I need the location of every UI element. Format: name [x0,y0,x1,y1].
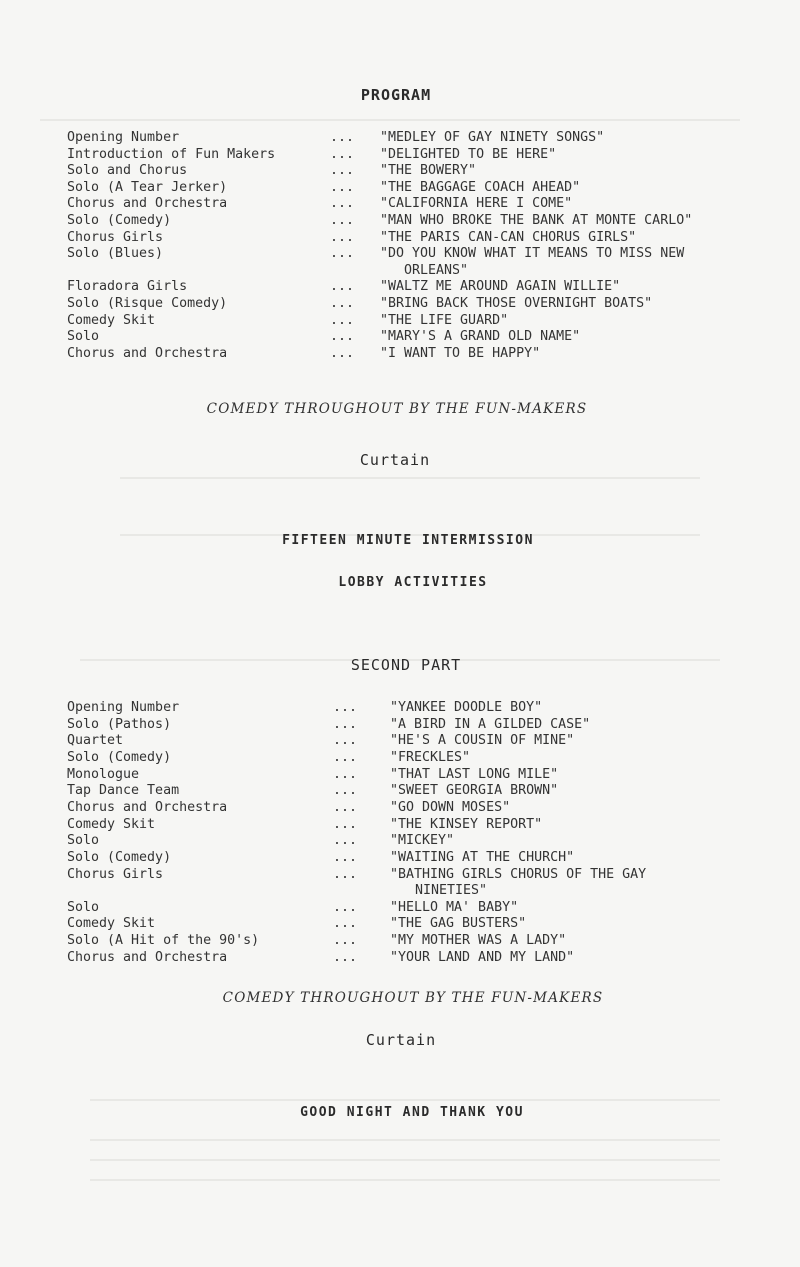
act-name: Chorus Girls [67,229,164,245]
song-title: "BATHING GIRLS CHORUS OF THE GAY [390,866,647,882]
act-name: Comedy Skit [67,916,156,932]
song-title: "WAITING AT THE CHURCH" [390,849,575,865]
leader-dots: ... [333,766,358,782]
act-name: Solo (A Tear Jerker) [67,179,228,195]
song-title: "THAT LAST LONG MILE" [390,766,559,782]
leader-dots: ... [330,213,355,228]
song-title: "MY MOTHER WAS A LADY" [390,933,567,949]
lobby-activities-heading: LOBBY ACTIVITIES [338,575,488,590]
song-title: "GO DOWN MOSES" [390,799,511,815]
leader-dots: ... [330,163,355,179]
leader-dots: ... [330,279,355,295]
act-name: Solo (Blues) [67,246,164,262]
leader-dots: ... [333,783,358,799]
act-name: Solo (A Hit of the 90's) [67,933,260,949]
song-title: "THE LIFE GUARD" [380,312,509,328]
song-title: "CALIFORNIA HERE I COME" [380,196,573,212]
act-name: Opening Number [67,130,180,145]
act-name: Chorus and Orchestra [67,196,228,212]
leader-dots: ... [333,866,358,882]
act-name: Floradora Girls [67,279,188,295]
song-title: "DELIGHTED TO BE HERE" [380,146,557,162]
act-name: Solo (Comedy) [67,849,172,865]
act-name: Opening Number [67,700,180,715]
song-title: "MEDLEY OF GAY NINETY SONGS" [380,130,605,145]
leader-dots: ... [330,345,355,361]
act-name: Solo [67,329,100,345]
act-name: Tap Dance Team [67,783,180,799]
song-title: "SWEET GEORGIA BROWN" [390,783,559,799]
act-name: Solo [67,833,100,849]
program-title: PROGRAM [360,86,432,104]
act-name: Solo [67,899,100,915]
act-name: Solo (Pathos) [67,716,172,732]
act-name: Solo and Chorus [67,163,188,179]
leader-dots: ... [333,700,358,715]
song-title: "THE GAG BUSTERS" [390,916,527,932]
leader-dots: ... [333,733,358,749]
second-part-title: SECOND PART [350,656,462,674]
good-night-line: GOOD NIGHT AND THANK YOU [300,1105,524,1120]
leader-dots: ... [330,296,355,311]
song-title: "THE KINSEY REPORT" [390,816,543,832]
song-title: "THE PARIS CAN-CAN CHORUS GIRLS" [380,229,637,245]
leader-dots: ... [330,229,355,245]
act-name: Introduction of Fun Makers [67,146,276,162]
act-name: Solo (Risque Comedy) [67,296,228,311]
song-title: "HE'S A COUSIN OF MINE" [390,733,575,749]
act-name: Comedy Skit [67,816,156,832]
song-title: "I WANT TO BE HAPPY" [380,345,541,361]
song-title: "FRECKLES" [390,749,471,765]
act-name: Monologue [67,766,140,782]
leader-dots: ... [330,146,355,162]
song-title: "THE BAGGAGE COACH AHEAD" [380,179,581,195]
act-name: Chorus and Orchestra [67,345,228,361]
leader-dots: ... [330,196,355,212]
leader-dots: ... [330,312,355,328]
song-title: "A BIRD IN A GILDED CASE" [390,716,591,732]
song-title: "HELLO MA' BABY" [390,899,519,915]
song-title: "MICKEY" [390,833,455,849]
leader-dots: ... [330,246,355,262]
leader-dots: ... [333,799,358,815]
act-name: Solo (Comedy) [67,213,172,228]
curtain-heading: Curtain [359,451,431,469]
act-name: Chorus and Orchestra [67,799,228,815]
leader-dots: ... [330,329,355,345]
song-title: "MAN WHO BROKE THE BANK AT MONTE CARLO" [380,213,693,228]
song-title: "DO YOU KNOW WHAT IT MEANS TO MISS NEW [380,246,685,262]
leader-dots: ... [330,130,355,145]
song-title: "YANKEE DOODLE BOY" [390,700,543,715]
comedy-throughout-line: COMEDY THROUGHOUT BY THE FUN-MAKERS [206,401,588,417]
leader-dots: ... [333,899,358,915]
song-title-continued: ORLEANS" [404,262,469,278]
song-title: "WALTZ ME AROUND AGAIN WILLIE" [380,279,621,295]
act-name: Comedy Skit [67,312,156,328]
leader-dots: ... [333,916,358,932]
curtain-heading-2: Curtain [365,1031,437,1049]
leader-dots: ... [333,949,358,965]
leader-dots: ... [333,833,358,849]
leader-dots: ... [333,816,358,832]
leader-dots: ... [333,849,358,865]
comedy-throughout-line-2: COMEDY THROUGHOUT BY THE FUN-MAKERS [222,990,604,1006]
act-name: Quartet [67,733,124,749]
leader-dots: ... [330,179,355,195]
song-title: "YOUR LAND AND MY LAND" [390,949,575,965]
intermission-heading: FIFTEEN MINUTE INTERMISSION [282,533,534,548]
song-title-continued: NINETIES" [415,883,488,899]
song-title: "THE BOWERY" [380,163,477,179]
act-name: Chorus and Orchestra [67,949,228,965]
song-title: "BRING BACK THOSE OVERNIGHT BOATS" [380,296,653,311]
act-name: Chorus Girls [67,866,164,882]
song-title: "MARY'S A GRAND OLD NAME" [380,329,581,345]
act-name: Solo (Comedy) [67,749,172,765]
leader-dots: ... [333,933,358,949]
leader-dots: ... [333,716,358,732]
leader-dots: ... [333,749,358,765]
